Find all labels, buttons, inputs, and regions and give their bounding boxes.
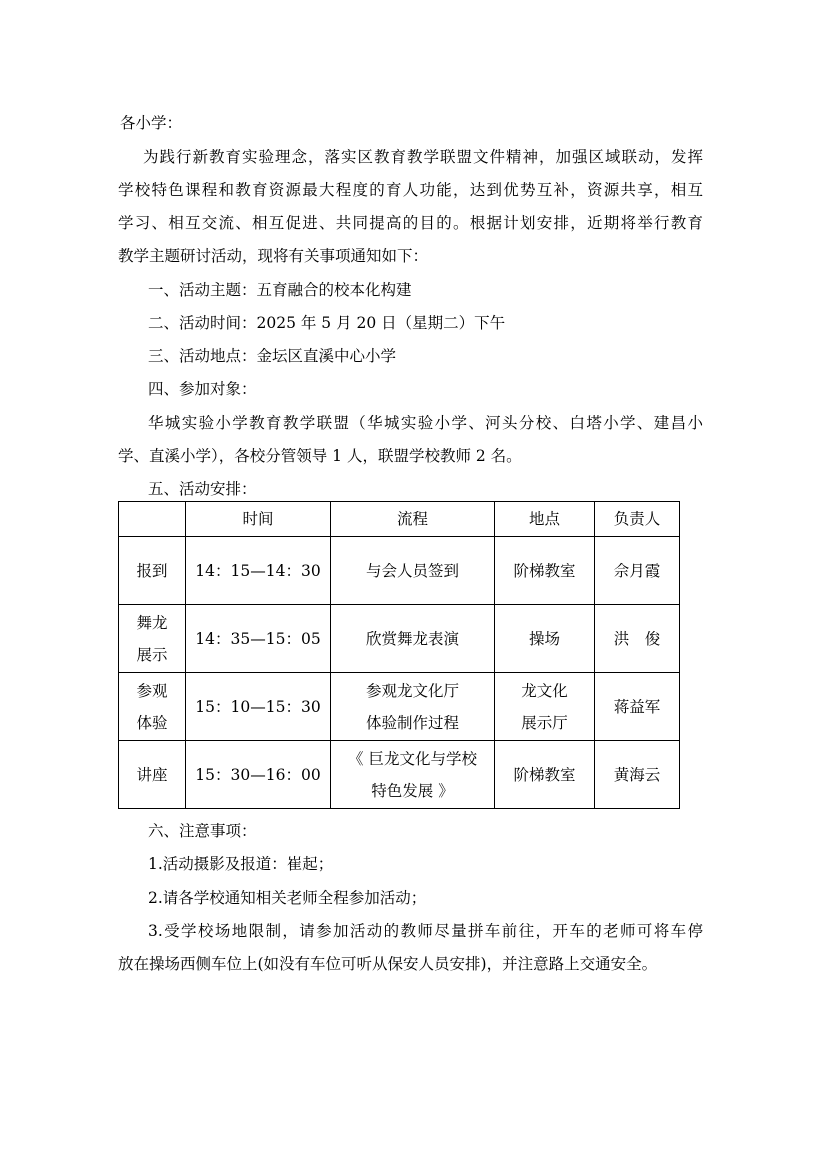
row-process: 欣赏舞龙表演 (331, 605, 495, 673)
item-theme: 一、活动主题：五育融合的校本化构建 (148, 281, 412, 299)
row-owner: 蒋益军 (595, 673, 680, 741)
header-cell-location: 地点 (495, 502, 595, 537)
row-label: 报到 (119, 537, 186, 605)
salutation: 各小学： (120, 114, 183, 132)
note-1: 1.活动摄影及报道：崔起； (148, 855, 334, 873)
table-row (119, 741, 680, 809)
item-participants-heading: 四、参加对象： (148, 380, 257, 398)
row-process: 《 巨龙文化与学校 特色发展 》 (331, 741, 495, 809)
table-row (119, 537, 680, 605)
row-location: 龙文化 展示厅 (495, 673, 595, 741)
row-time: 15：10—15：30 (186, 673, 331, 741)
header-cell-time: 时间 (186, 502, 331, 537)
note-2: 2.请各学校通知相关老师全程参加活动； (148, 889, 427, 907)
row-label: 舞龙 展示 (119, 605, 186, 673)
participants-line-1: 华城实验小学教育教学联盟（华城实验小学、河头分校、白塔小学、建昌小 (148, 414, 703, 432)
row-location: 阶梯教室 (495, 537, 595, 605)
table-row (119, 673, 680, 741)
row-time: 14：35—15：05 (186, 605, 331, 673)
intro-line-4: 教学主题研讨活动，现将有关事项通知如下： (118, 247, 429, 265)
note-3-line-2: 放在操场西侧车位上(如没有车位可听从保安人员安排)，并注意路上交通安全。 (118, 955, 658, 973)
intro-line-2: 学校特色课程和教育资源最大程度的育人功能，达到优势互补，资源共享，相互 (118, 181, 703, 199)
header-cell-blank (119, 502, 186, 537)
participants-line-2: 学、直溪小学），各校分管领导 1 人，联盟学校教师 2 名。 (118, 447, 522, 465)
row-time: 14：15—14：30 (186, 537, 331, 605)
row-location: 阶梯教室 (495, 741, 595, 809)
header-cell-process: 流程 (331, 502, 495, 537)
notes-heading: 六、注意事项： (148, 822, 257, 840)
item-schedule-heading: 五、活动安排： (148, 480, 257, 498)
row-label: 参观 体验 (119, 673, 186, 741)
row-owner: 洪 俊 (595, 605, 680, 673)
schedule-header-row (119, 502, 680, 537)
row-owner: 黄海云 (595, 741, 680, 809)
intro-line-3: 学习、相互交流、相互促进、共同提高的目的。根据计划安排，近期将举行教育 (118, 214, 703, 232)
schedule-table (118, 501, 680, 809)
row-process: 与会人员签到 (331, 537, 495, 605)
header-cell-owner: 负责人 (595, 502, 680, 537)
item-place: 三、活动地点：金坛区直溪中心小学 (148, 347, 397, 365)
intro-line-1: 为践行新教育实验理念，落实区教育教学联盟文件精神，加强区域联动，发挥 (143, 148, 703, 166)
row-time: 15：30—16：00 (186, 741, 331, 809)
table-row (119, 605, 680, 673)
row-owner: 佘月霞 (595, 537, 680, 605)
row-location: 操场 (495, 605, 595, 673)
row-label: 讲座 (119, 741, 186, 809)
note-3-line-1: 3.受学校场地限制，请参加活动的教师尽量拼车前往，开车的老师可将车停 (148, 922, 703, 940)
item-time: 二、活动时间：2025 年 5 月 20 日（星期二）下午 (148, 314, 506, 332)
row-process: 参观龙文化厅 体验制作过程 (331, 673, 495, 741)
